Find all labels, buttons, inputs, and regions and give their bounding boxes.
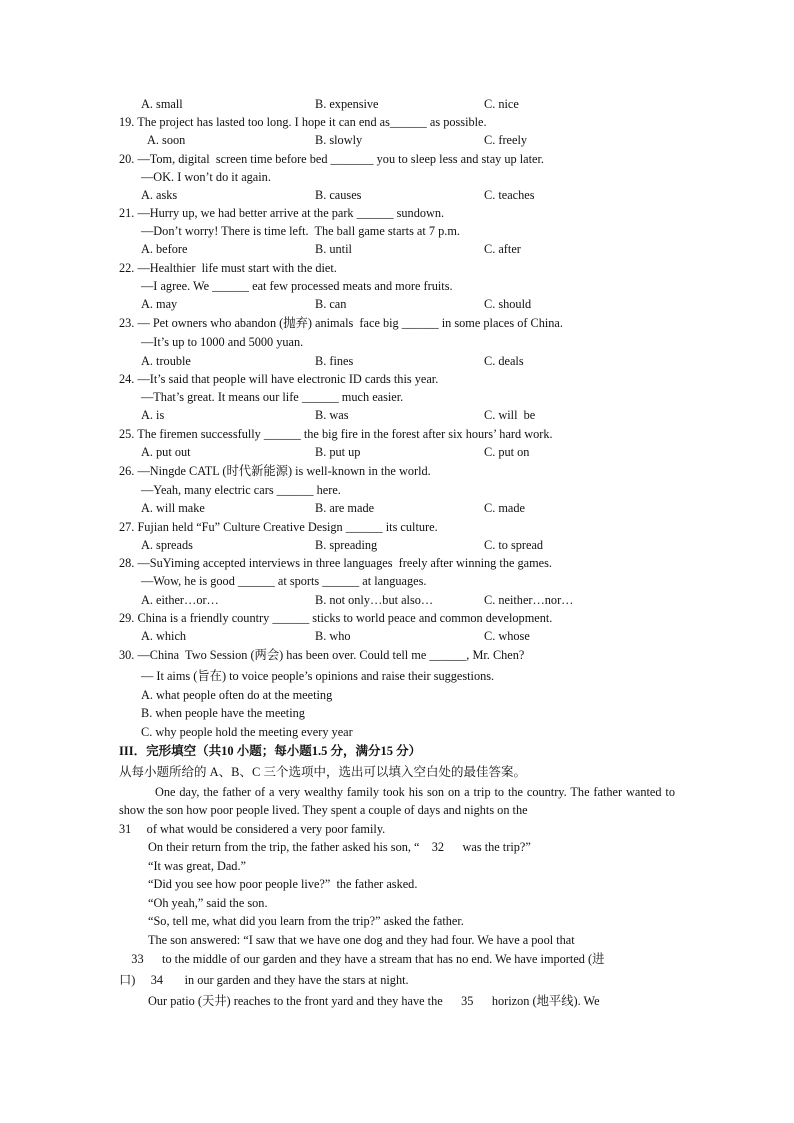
option-a: A. what people often do at the meeting [141,688,333,702]
option-b: B. put up [315,445,361,459]
option-b: B. slowly [315,133,363,147]
passage-paragraph: One day, the father of a very wealthy family took his son on a trip to the country. The father wanted to show the son how poor people lived. They spent a couple of days and nights on the [119,785,675,817]
option-b: B. causes [315,188,362,202]
passage-line: On their return from the trip, the father asked his son, “ 32 was the trip?” [148,840,531,854]
passage-line: “Did you see how poor people live?” the father asked. [148,877,418,891]
option-c: C. freely [484,133,528,147]
question-30: 30. —China Two Session (两会) has been over. Could tell me ______, Mr. Chen? [119,648,525,662]
option-b: B. fines [315,354,354,368]
option-b: B. are made [315,501,375,515]
passage-line: Our patio (天井) reaches to the front yard and they have the 35 horizon (地平线). We [148,994,600,1008]
dialogue-line: —I agree. We ______ eat few processed meats and more fruits. [141,279,453,293]
dialogue-line: —Wow, he is good ______ at sports ______ at languages. [141,574,427,588]
option-a: A. small [141,97,183,111]
section-instruction: 从每小题所给的 A、B、C 三个选项中，选出可以填入空白处的最佳答案。 [119,765,526,779]
dialogue-line: — It aims (旨在) to voice people’s opinions and raise their suggestions. [141,669,495,683]
option-a: A. soon [147,133,186,147]
passage-line: “It was great, Dad.” [148,859,246,873]
option-b: B. was [315,408,349,422]
question-19: 19. The project has lasted too long. I hope it can end as______ as possible. [119,115,487,129]
question-22: 22. —Healthier life must start with the diet. [119,261,337,275]
option-c: C. deals [484,354,524,368]
option-a: A. either…or… [141,593,219,607]
question-28: 28. —SuYiming accepted interviews in three languages freely after winning the games. [119,556,552,570]
option-a: A. will make [141,501,205,515]
option-a: A. which [141,629,187,643]
option-a: A. spreads [141,538,193,552]
option-b: B. who [315,629,351,643]
option-b: B. when people have the meeting [141,706,305,720]
question-29: 29. China is a friendly country ______ sticks to world peace and common development. [119,611,553,625]
option-c: C. put on [484,445,530,459]
question-21: 21. —Hurry up, we had better arrive at the park ______ sundown. [119,206,445,220]
option-c: C. should [484,297,532,311]
option-b: B. spreading [315,538,378,552]
question-20: 20. —Tom, digital screen time before bed _______ you to sleep less and stay up later. [119,152,544,166]
option-b: B. can [315,297,347,311]
option-c: C. nice [484,97,519,111]
question-26: 26. —Ningde CATL (时代新能源) is well-known in the world. [119,464,431,478]
option-c: C. to spread [484,538,544,552]
option-b: B. until [315,242,352,256]
passage-line: 口) 34 in our garden and they have the stars at night. [119,973,409,987]
option-a: A. trouble [141,354,191,368]
passage-line: “Oh yeah,” said the son. [148,896,268,910]
question-27: 27. Fujian held “Fu” Culture Creative Design ______ its culture. [119,520,438,534]
option-a: A. is [141,408,165,422]
option-c: C. made [484,501,525,515]
option-c: C. why people hold the meeting every year [141,725,353,739]
dialogue-line: —Yeah, many electric cars ______ here. [141,483,341,497]
option-c: C. whose [484,629,530,643]
option-a: A. before [141,242,188,256]
question-23: 23. — Pet owners who abandon (抛弃) animals face big ______ in some places of China. [119,316,563,330]
dialogue-line: —Don’t worry! There is time left. The ball game starts at 7 p.m. [141,224,460,238]
option-a: A. may [141,297,178,311]
section-heading: III．完形填空（共10 小题；每小题1.5 分，满分15 分） [119,744,422,758]
option-b: B. not only…but also… [315,593,434,607]
option-a: A. asks [141,188,178,202]
option-c: C. will be [484,408,536,422]
question-24: 24. —It’s said that people will have electronic ID cards this year. [119,372,439,386]
option-b: B. expensive [315,97,379,111]
passage-line: 33 to the middle of our garden and they have a stream that has no end. We have imported (进 [119,952,605,966]
option-c: C. after [484,242,521,256]
passage-line: “So, tell me, what did you learn from the trip?” asked the father. [148,914,464,928]
question-25: 25. The firemen successfully ______ the big fire in the forest after six hours’ hard work. [119,427,553,441]
passage-line: The son answered: “I saw that we have one dog and they had four. We have a pool that [148,933,575,947]
dialogue-line: —OK. I won’t do it again. [141,170,271,184]
dialogue-line: —That’s great. It means our life ______ much easier. [141,390,404,404]
passage-line: 31 of what would be considered a very poor family. [119,822,386,836]
option-c: C. teaches [484,188,535,202]
option-c: C. neither…nor… [484,593,574,607]
dialogue-line: —It’s up to 1000 and 5000 yuan. [141,335,304,349]
option-a: A. put out [141,445,191,459]
